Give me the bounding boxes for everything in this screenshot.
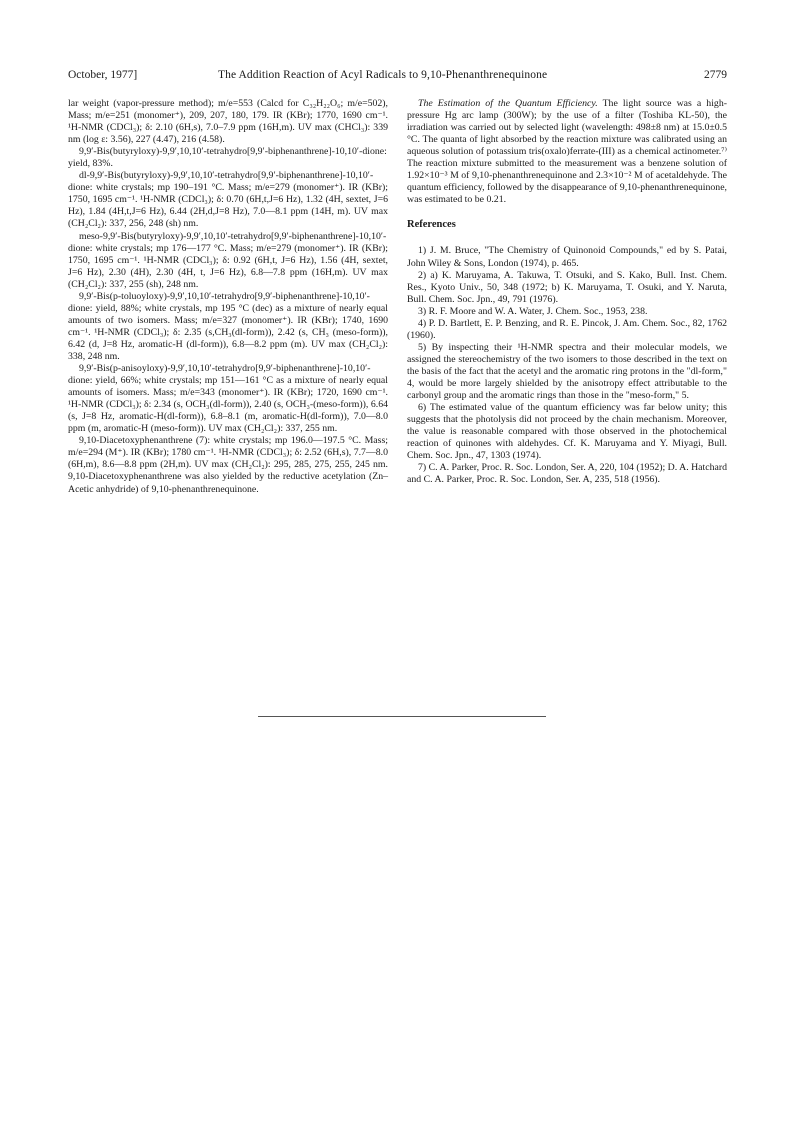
quantum-text: The light source was a high-pressure Hg arc lamp (300W); by the use of a filter (Toshiba KL-50), the irradiation was carried out by selected light (wavelength: 498±8 nm) at 15.0±0.5 °C. The quanta of light absorbed by the reaction mixture was calibrated using an aqueous solution of potassium tris(oxalo)ferrate-(III) as a chemical actinometer.⁷⁾ The reaction mixture submitted to the measurement was a benzene solution of 1.92×10⁻³ M of 9,10-phenanthrenequinone and 2.3×10⁻² M of acetaldehyde. The quantum efficiency, followed by the disappearance of 9,10-phenanthrenequinone, was estimated to be 0.21.	[407, 98, 727, 206]
reference-item: 7) C. A. Parker, Proc. R. Soc. London, Ser. A, 220, 104 (1952); D. A. Hatchard and C. A. Parker, Proc. R. Soc. London, Ser. A, 235, 518 (1956).	[407, 462, 727, 486]
paragraph: 9,9′-Bis(p-toluoyloxy)-9,9′,10,10′-tetrahydro[9,9′-biphenanthrene]-10,10′-dione: yield, 88%; white crystals, mp 195 °C (dec) as a mixture of nearly equal amounts of two isomers. Mass; m/e=327 (monomer⁺). IR (KBr); 1740, 1690 cm⁻¹. ¹H-NMR (CDCl₃); δ: 2.35 (s,CH₃(dl-form)), 2.42 (s, CH₃ (meso-form)), 6.42 (d, J=8 Hz, aromatic-H (dl-form)), 6.8—8.2 ppm (m). UV max (CH₂Cl₂): 338, 248 nm.	[68, 290, 388, 362]
paragraph: 9,9′-Bis(butyryloxy)-9,9′,10,10′-tetrahydro[9,9′-biphenanthrene]-10,10′-dione: yield, 83%.	[68, 146, 387, 170]
references-heading: References	[407, 219, 456, 231]
right-column	[407, 98, 727, 486]
running-header	[68, 69, 727, 85]
paragraph: lar weight (vapor-pressure method); m/e=553 (Calcd for C₃₂H₂₂O₆; m/e=502), Mass; m/e=251 (monomer⁺), 209, 207, 180, 179. IR (KBr); 1770, 1690 cm⁻¹. ¹H-NMR (CDCl₃); δ: 2.10 (6H,s), 7.0–7.9 ppm (16H,m). UV max (CHCl₃): 339 nm (log ε: 3.56), 227 (4.47), 216 (4.58).	[68, 98, 388, 146]
end-rule	[258, 716, 546, 717]
running-title: The Addition Reaction of Acyl Radicals to 9,10-Phenanthrenequinone	[218, 69, 548, 81]
reference-item: 2) a) K. Maruyama, A. Takuwa, T. Otsuki, and S. Kako, Bull. Inst. Chem. Res., Kyoto Univ., 50, 348 (1972; b) K. Maruyama, T. Osuki, and Y. Naruta, Bull. Chem. Soc. Jpn., 49, 791 (1976).	[407, 269, 727, 305]
paragraph: meso-9,9′-Bis(butyryloxy)-9,9′,10,10′-tetrahydro[9,9′-biphenanthrene]-10,10′-dione: white crystals; mp 176—177 °C. Mass; m/e=279 (monomer⁺). IR (KBr); 1750, 1695 cm⁻¹. ¹H-NMR (CDCl₃); δ: 0.92 (6H,t, J=6 Hz), 1.56 (4H, sextet, J=6 Hz), 2.30 (4H), 2.30 (4H, t, J=6 Hz), 6.8—7.8 ppm (16H,m). UV max (CH₂Cl₂): 337, 255 (sh), 248 nm.	[68, 230, 388, 290]
reference-item: 3) R. F. Moore and W. A. Water, J. Chem. Soc., 1953, 238.	[418, 305, 648, 317]
reference-item: 5) By inspecting their ¹H-NMR spectra and their molecular models, we assigned the stereochemistry of the two isomers to those described in the text on the basis of the fact that the acetyl and the aromatic ring protons in the "dl-form," 4, would be more largely shielded by the anisotropy effect attributable to the carbonyl group and the aromatic rings than those in the "meso-form," 5.	[407, 341, 727, 402]
issue-date: October, 1977]	[68, 69, 138, 81]
paragraph: 9,10-Diacetoxyphenanthrene (7): white crystals; mp 196.0—197.5 °C. Mass; m/e=294 (M⁺). IR (KBr); 1780 cm⁻¹. ¹H-NMR (CDCl₃); δ: 2.52 (6H,s), 7.7—8.0 (6H,m), 8.6—8.8 ppm (2H,m). UV max (CH₂Cl₂): 295, 285, 275, 255, 245 nm. 9,10-Diacetoxyphenanthrene was also yielded by the reductive acetylation (Zn–Acetic anhydride) of 9,10-phenanthrenequinone.	[68, 435, 388, 495]
reference-item: 1) J. M. Bruce, "The Chemistry of Quinonoid Compounds," ed by S. Patai, John Wiley & Sons, London (1974), p. 465.	[407, 245, 727, 269]
paragraph: dl-9,9′-Bis(butyryloxy)-9,9′,10,10′-tetrahydro[9,9′-biphenanthrene]-10,10′-dione: white crystals; mp 190–191 °C. Mass; m/e=279 (monomer⁺). IR (KBr); 1750, 1695 cm⁻¹. ¹H-NMR (CDCl₃); δ: 0.70 (6H,t,J=6 Hz), 1.32 (4H, sextet, J=6 Hz), 1.84 (4H,t,J=6 Hz), 6.44 (2H,d,J=8 Hz), 7.0—8.1 ppm (14H, m). UV max (CH₂Cl₂): 337, 256, 248 (sh) nm.	[68, 170, 388, 230]
page-number: 2779	[704, 69, 727, 81]
quantum-title: The Estimation of the Quantum Efficiency.	[418, 98, 598, 109]
left-column	[68, 98, 388, 496]
paragraph: 9,9′-Bis(p-anisoyloxy)-9,9′,10,10′-tetrahydro[9,9′-biphenanthrene]-10,10′-dione: yield, 66%; white crystals; mp 151—161 °C as a mixture of nearly equal amounts of isomers. Mass; m/e=343 (monomer⁺). IR (KBr); 1720, 1690 cm⁻¹. ¹H-NMR (CDCl₃); δ: 2.34 (s, OCH₃(dl-form)), 2.40 (s, OCH₃-(meso-form)), 6.64 (s, J=8 Hz, aromatic-H(dl-form)), 6.8–8.1 (m, aromatic-H(dl-form)), 7.0—8.0 ppm (m, aromatic-H (meso-form)). UV max (CH₂Cl₂): 337, 255 nm.	[68, 363, 388, 435]
reference-item: 6) The estimated value of the quantum efficiency was far below unity; this suggests that the photolysis did not proceed by the chain mechanism. Moreover, the value is reasonable compared with those observed in the photochemical reaction of quinones with aldehydes. Cf. K. Maruyama and Y. Miyagi, Bull. Chem. Soc. Jpn., 47, 1303 (1974).	[407, 402, 727, 462]
quantum-paragraph	[407, 98, 727, 206]
reference-item: 4) P. D. Bartlett, E. P. Benzing, and R. E. Pincok, J. Am. Chem. Soc., 82, 1762 (1960).	[407, 317, 727, 341]
